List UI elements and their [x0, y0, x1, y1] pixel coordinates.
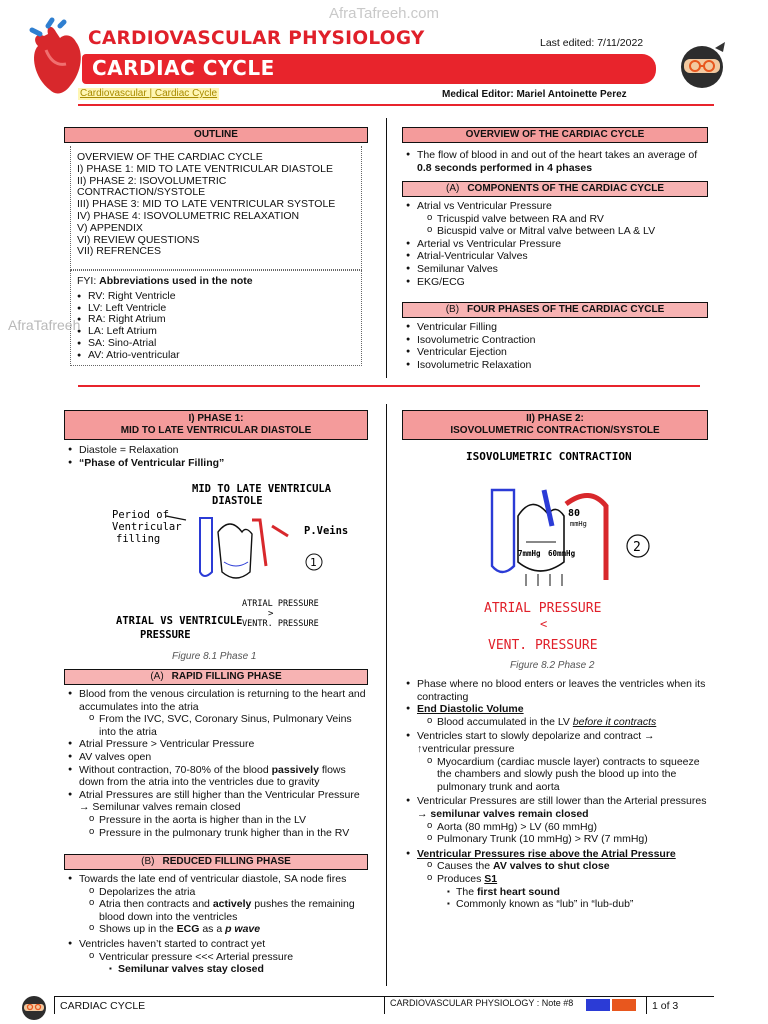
breadcrumb-link[interactable]: Cardiovascular | Cardiac Cycle	[80, 88, 218, 99]
abbreviation-item: ● RA: Right Atrium	[77, 314, 355, 326]
document-title: CARDIOVASCULAR PHYSIOLOGY	[88, 28, 425, 49]
watermark-side: AfraTafreeh	[8, 317, 81, 333]
svg-text:filling: filling	[116, 533, 161, 545]
svg-text:MID TO LATE VENTRICULA: MID TO LATE VENTRICULA	[192, 483, 332, 495]
outline-item[interactable]: OVERVIEW OF THE CARDIAC CYCLE	[77, 151, 263, 163]
svg-text:PRESSURE: PRESSURE	[140, 629, 191, 641]
overview-intro: ● The flow of blood in and out of the heart takes an average of 0.8 seconds performed in 4 phases	[406, 149, 708, 174]
phase1-header: I) PHASE 1: MID TO LATE VENTRICULAR DIASTOLE	[64, 410, 368, 440]
outline-box	[70, 146, 362, 270]
svg-text:ISOVOLUMETRIC CONTRACTION: ISOVOLUMETRIC CONTRACTION	[466, 450, 632, 463]
svg-text:Period of: Period of	[112, 509, 169, 521]
svg-text:P.Veins: P.Veins	[304, 525, 349, 537]
svg-text:80: 80	[568, 508, 581, 519]
header-rule	[78, 104, 714, 106]
abbreviation-item: ● SA: Sino-Atrial	[77, 338, 355, 350]
footer-divider	[646, 996, 647, 1014]
svg-text:60mmHg: 60mmHg	[548, 549, 576, 558]
outline-item[interactable]: I) PHASE 1: MID TO LATE VENTRICULAR DIASTOLE	[77, 162, 333, 175]
phase1-intro: ● Diastole = Relaxation ● “Phase of Ventricular Filling”	[68, 444, 368, 469]
components-header: (A) COMPONENTS OF THE CARDIAC CYCLE	[402, 181, 708, 197]
last-edited: Last edited: 7/11/2022	[540, 37, 644, 49]
abbreviation-item: ● LA: Left Atrium	[77, 326, 355, 338]
svg-text:2: 2	[633, 540, 641, 555]
svg-text:mmHg: mmHg	[570, 520, 587, 528]
overview-header: OVERVIEW OF THE CARDIAC CYCLE	[402, 127, 708, 143]
abbreviation-item: ● AV: Atrio-ventricular	[77, 350, 355, 362]
footer-title: CARDIAC CYCLE	[60, 1000, 146, 1012]
fyi-title: FYI: Abbreviations used in the note	[77, 275, 253, 287]
ninja-mascot-icon	[675, 40, 729, 90]
fyi-box	[70, 270, 362, 366]
svg-text:ATRIAL VS VENTRICULE: ATRIAL VS VENTRICULE	[116, 615, 243, 627]
components-list: ● Atrial vs Ventricular Pressure o Tricuspid valve between RA and RV o Bicuspid valve or Mitral valve between LA & LV ● Arterial vs Ventricular Pressure ● Atrial-Ventricular Valves ● Semilunar Valves ● EKG/ECG	[406, 200, 708, 288]
rapid-filling-header: (A) RAPID FILLING PHASE	[64, 669, 368, 685]
svg-text:<: <	[540, 617, 548, 631]
four-phases-header: (B) FOUR PHASES OF THE CARDIAC CYCLE	[402, 302, 708, 318]
svg-text:1: 1	[310, 556, 317, 569]
phase2-header: II) PHASE 2: ISOVOLUMETRIC CONTRACTION/SYSTOLE	[402, 410, 708, 440]
document-subtitle: CARDIAC CYCLE	[92, 56, 275, 80]
outline-item[interactable]: VI) REVIEW QUESTIONS	[77, 233, 200, 246]
phase1-figure	[100, 476, 349, 648]
outline-item[interactable]: V) APPENDIX	[77, 221, 143, 234]
svg-text:ATRIAL PRESSURE: ATRIAL PRESSURE	[484, 601, 602, 616]
svg-text:VENT. PRESSURE: VENT. PRESSURE	[488, 638, 598, 653]
outline-item[interactable]: II) PHASE 2: ISOVOLUMETRIC	[77, 174, 227, 187]
svg-text:Ventricular: Ventricular	[112, 521, 182, 533]
reduced-filling-header: (B) REDUCED FILLING PHASE	[64, 854, 368, 870]
outline-item[interactable]: III) PHASE 3: MID TO LATE VENTRICULAR SYSTOLE	[77, 198, 336, 211]
footer-divider	[384, 996, 385, 1014]
abbreviation-item: ● RV: Right Ventricle	[77, 291, 355, 303]
svg-text:VENTR. PRESSURE: VENTR. PRESSURE	[242, 619, 319, 629]
four-phases-list: ● Ventricular Filling ● Isovolumetric Contraction ● Ventricular Ejection ● Isovolumetric Relaxation	[406, 321, 708, 371]
column-divider-top	[386, 118, 387, 378]
ninja-nerd-logo-icon	[586, 998, 638, 1012]
svg-text:>: >	[268, 609, 274, 619]
svg-text:DIASTOLE: DIASTOLE	[212, 495, 263, 507]
abbreviation-item: ● LV: Left Ventricle	[77, 303, 355, 315]
medical-editor: Medical Editor: Mariel Antoinette Perez	[442, 89, 627, 100]
column-divider-bottom	[386, 404, 387, 986]
phase2-figure	[456, 446, 676, 656]
page-number: 1 of 3	[652, 1000, 679, 1012]
outline-item[interactable]: VII) REFRENCES	[77, 245, 162, 258]
footer-note: CARDIOVASCULAR PHYSIOLOGY : Note #8	[390, 998, 574, 1008]
section-rule	[78, 385, 700, 387]
outline-item[interactable]: IV) PHASE 4: ISOVOLUMETRIC RELAXATION	[77, 209, 300, 222]
phase2-list: ● Phase where no blood enters or leaves the ventricles when its contracting ● End Diastolic Volume o Blood accumulated in the LV before it contracts ● Ventricles start to slowly depolarize and contract → ↑ventricular pressure o Myocardium (cardiac muscle layer) contracts to squeeze the chambers and slowly push the blood up into the pulmonary trunk and aorta ● Ventricular Pressures are still lower than the Arterial pressures → semilunar valves remain closed o Aorta (80 mmHg) > LV (60 mmHg) o Pulmonary Trunk (10 mmHg) > RV (7 mmHg) ● Ventricular Pressures rise above the Atrial Pressure o Causes the AV valves to shut close o Produces S1 ▪ The first heart sound ▪ Commonly known as “lub” in “lub-dub”	[406, 678, 710, 911]
phase1-caption: Figure 8.1 Phase 1	[172, 651, 257, 662]
svg-text:7mmHg: 7mmHg	[518, 549, 541, 558]
phase2-caption: Figure 8.2 Phase 2	[510, 660, 595, 671]
outline-item[interactable]: CONTRACTION/SYSTOLE	[77, 186, 206, 199]
watermark: AfraTafreeh.com	[328, 5, 440, 22]
outline-header: OUTLINE	[64, 127, 368, 143]
reduced-filling-list: ● Towards the late end of ventricular diastole, SA node fires o Depolarizes the atria o Atria then contracts and actively pushes the remaining blood down into the ventricles o Shows up in the ECG as a p wave ● Ventricles haven’t started to contract yet o Ventricular pressure <<< Arterial pressure ▪ Semilunar valves stay closed	[68, 873, 366, 976]
svg-text:ATRIAL PRESSURE: ATRIAL PRESSURE	[242, 599, 319, 609]
footer-divider	[54, 996, 55, 1014]
ninja-footer-icon	[16, 993, 52, 1021]
rapid-filling-list: ● Blood from the venous circulation is returning to the heart and accumulates into the atria o From the IVC, SVC, Coronary Sinus, Pulmonary Veins into the atria ● Atrial Pressure > Ventricular Pressure ● AV valves open ● Without contraction, 70-80% of the blood passively flows down from the atria into the ventricles due to gravity ● Atrial Pressures are still higher than the Ventricular Pressure → Semilunar valves remain closed o Pressure in the aorta is higher than in the LV o Pressure in the pulmonary trunk higher than in the RV	[68, 688, 366, 839]
